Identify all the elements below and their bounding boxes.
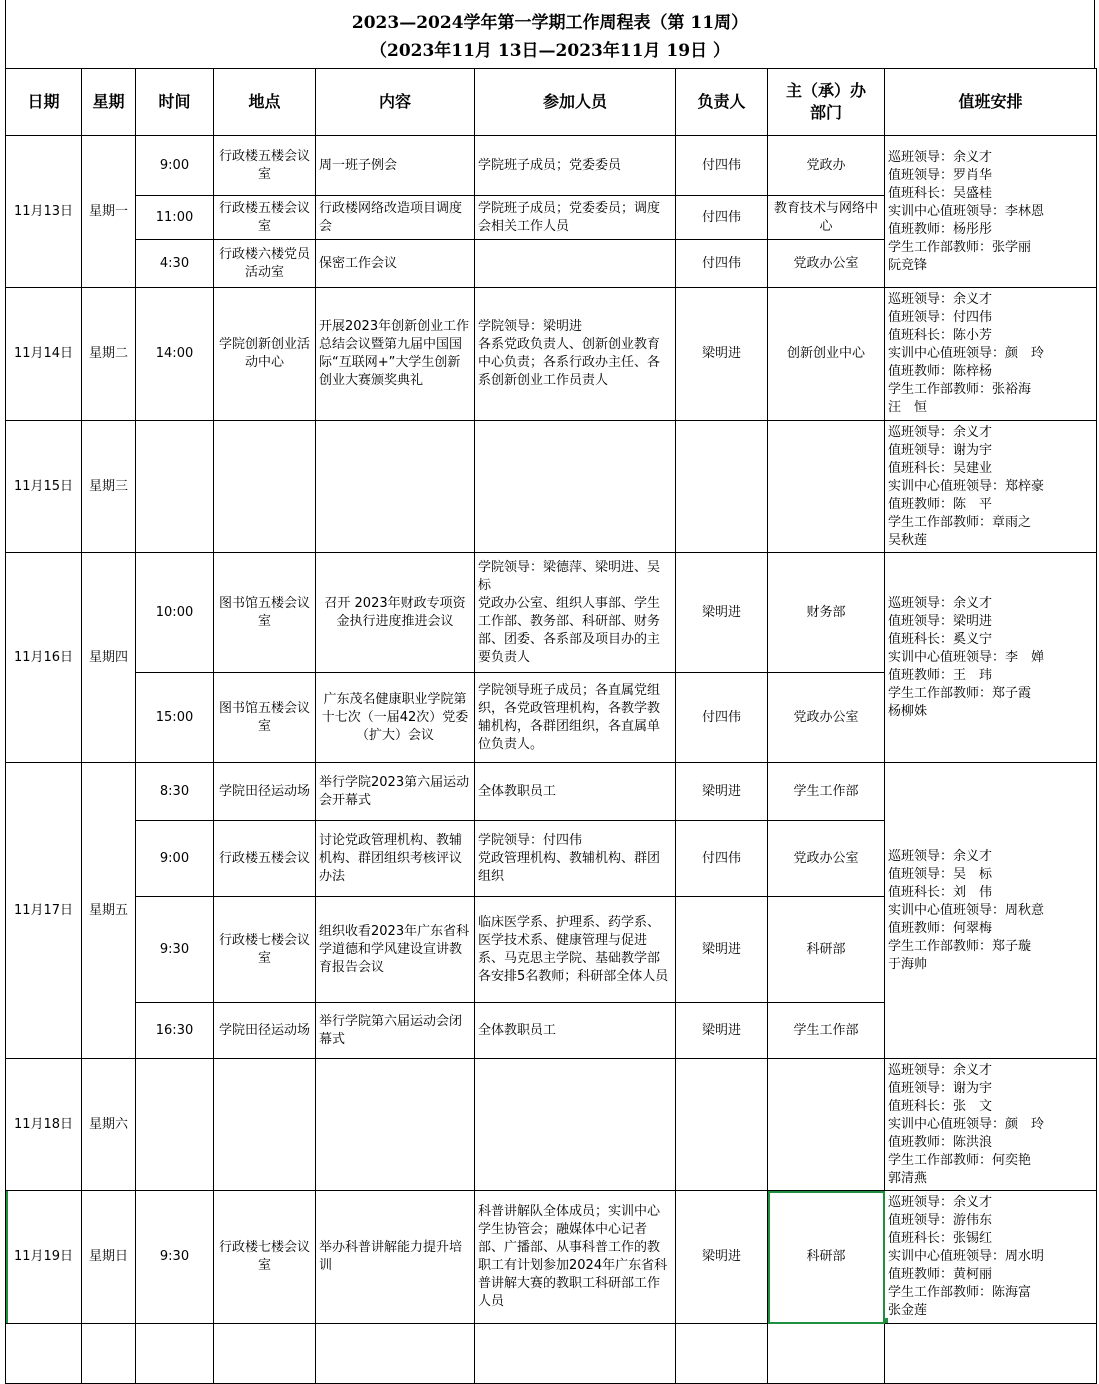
- content-cell[interactable]: 举行学院2023第六届运动会开幕式: [316, 763, 475, 821]
- table-row: [6, 763, 1097, 821]
- leader-cell[interactable]: 梁明进: [676, 288, 768, 421]
- header-dept[interactable]: [768, 69, 885, 136]
- dept-cell[interactable]: 创新创业中心: [768, 288, 885, 421]
- participants-cell[interactable]: 学院班子成员；党委委员；调度会相关工作人员: [475, 196, 676, 240]
- date-cell[interactable]: 11月13日: [6, 136, 82, 288]
- content-cell[interactable]: 组织收看2023年广东省科学道德和学风建设宣讲教育报告会议: [316, 897, 475, 1003]
- duty-cell[interactable]: 巡班领导：余义才 值班领导：谢为宇 值班科长：吴建业 实训中心值班领导：郑梓豪 值班教师：陈 平 学生工作部教师：章雨之 吴秋莲: [885, 421, 1097, 553]
- empty-cell[interactable]: [316, 1324, 475, 1384]
- empty-cell[interactable]: [6, 1324, 82, 1384]
- empty-cell[interactable]: [214, 1324, 316, 1384]
- date-cell[interactable]: 11月18日: [6, 1059, 82, 1191]
- time-cell[interactable]: [136, 421, 214, 553]
- leader-cell[interactable]: 付四伟: [676, 821, 768, 897]
- place-cell[interactable]: [214, 1059, 316, 1191]
- weekday-cell[interactable]: 星期四: [82, 553, 136, 763]
- dept-cell[interactable]: 党政办公室: [768, 240, 885, 288]
- time-cell[interactable]: 16:30: [136, 1003, 214, 1059]
- page-subtitle-date-range: （2023年11月 13日—2023年11月 19日 ）: [369, 41, 730, 61]
- table-row-empty: [6, 1324, 1097, 1384]
- time-cell[interactable]: 9:00: [136, 136, 214, 196]
- duty-cell[interactable]: 巡班领导：余义才 值班领导：梁明进 值班科长：奚义宁 实训中心值班领导：李 婵 值班教师：王 玮 学生工作部教师：郑子霞 杨柳姝: [885, 553, 1097, 763]
- dept-cell[interactable]: 教育技术与网络中心: [768, 196, 885, 240]
- date-cell[interactable]: 11月15日: [6, 421, 82, 553]
- duty-cell[interactable]: 巡班领导：余义才 值班领导：游伟东 值班科长：张锡红 实训中心值班领导：周水明 值班教师：黄柯丽 学生工作部教师：陈海富 张金莲: [885, 1191, 1097, 1324]
- date-cell[interactable]: 11月19日: [6, 1191, 82, 1324]
- table-row: [6, 1059, 1097, 1191]
- dept-cell[interactable]: [768, 421, 885, 553]
- place-cell[interactable]: 图书馆五楼会议室: [214, 553, 316, 673]
- time-cell[interactable]: 15:00: [136, 673, 214, 763]
- duty-cell[interactable]: 巡班领导：余义才 值班领导：付四伟 值班科长：陈小芳 实训中心值班领导：颜 玲 值班教师：陈梓杨 学生工作部教师：张裕海 汪 恒: [885, 288, 1097, 421]
- title-area: [5, 0, 1095, 68]
- participants-cell[interactable]: 学院领导：付四伟 党政管理机构、教辅机构、群团组织: [475, 821, 676, 897]
- header-duty[interactable]: 值班安排: [885, 69, 1097, 136]
- empty-cell[interactable]: [136, 1324, 214, 1384]
- duty-cell[interactable]: 巡班领导：余义才 值班领导：吴 标 值班科长：刘 伟 实训中心值班领导：周秋意 值班教师：何翠梅 学生工作部教师：郑子璇 于海帅: [885, 763, 1097, 1059]
- dept-cell[interactable]: [768, 1059, 885, 1191]
- leader-cell[interactable]: 梁明进: [676, 897, 768, 1003]
- weekday-cell[interactable]: 星期三: [82, 421, 136, 553]
- place-cell[interactable]: 行政楼五楼会议: [214, 821, 316, 897]
- table-row: [6, 288, 1097, 421]
- dept-cell[interactable]: 学生工作部: [768, 1003, 885, 1059]
- place-cell[interactable]: 图书馆五楼会议室: [214, 673, 316, 763]
- content-cell[interactable]: 召开 2023年财政专项资金执行进度推进会议: [316, 553, 475, 673]
- leader-cell[interactable]: 付四伟: [676, 136, 768, 196]
- content-cell[interactable]: 讨论党政管理机构、教辅机构、群团组织考核评议办法: [316, 821, 475, 897]
- participants-cell[interactable]: 科普讲解队全体成员；实训中心学生协管会；融媒体中心记者部、广播部、从事科普工作的教职工有计划参加2024年广东省科普讲解大赛的教职工科研部工作人员: [475, 1191, 676, 1324]
- time-cell[interactable]: 9:30: [136, 1191, 214, 1324]
- table-row: [6, 553, 1097, 673]
- leader-cell[interactable]: [676, 421, 768, 553]
- empty-cell[interactable]: [768, 1324, 885, 1384]
- dept-cell[interactable]: 科研部: [768, 897, 885, 1003]
- leader-cell[interactable]: 梁明进: [676, 1191, 768, 1324]
- place-cell[interactable]: 行政楼七楼会议室: [214, 1191, 316, 1324]
- table-row: [6, 1191, 1097, 1324]
- header-time[interactable]: 时间: [136, 69, 214, 136]
- empty-cell[interactable]: [885, 1324, 1097, 1384]
- date-cell[interactable]: 11月16日: [6, 553, 82, 763]
- participants-cell[interactable]: 全体教职员工: [475, 763, 676, 821]
- header-participants[interactable]: 参加人员: [475, 69, 676, 136]
- table-row: [6, 421, 1097, 553]
- weekday-cell[interactable]: 星期五: [82, 763, 136, 1059]
- time-cell[interactable]: 8:30: [136, 763, 214, 821]
- content-cell[interactable]: 举行学院第六届运动会闭幕式: [316, 1003, 475, 1059]
- content-cell[interactable]: 开展2023年创新创业工作总结会议暨第九届中国国际“互联网+”大学生创新创业大赛颁奖典礼: [316, 288, 475, 421]
- place-cell[interactable]: 行政楼七楼会议室: [214, 897, 316, 1003]
- empty-cell[interactable]: [475, 1324, 676, 1384]
- leader-cell[interactable]: 梁明进: [676, 763, 768, 821]
- place-cell[interactable]: [214, 421, 316, 553]
- time-cell[interactable]: 4:30: [136, 240, 214, 288]
- time-cell[interactable]: [136, 1059, 214, 1191]
- content-cell[interactable]: 行政楼网络改造项目调度会: [316, 196, 475, 240]
- participants-cell[interactable]: 学院班子成员；党委委员: [475, 136, 676, 196]
- header-row: [6, 69, 1097, 136]
- time-cell[interactable]: 9:00: [136, 821, 214, 897]
- duty-cell[interactable]: 巡班领导：余义才 值班领导：谢为宇 值班科长：张 文 实训中心值班领导：颜 玲 值班教师：陈洪浪 学生工作部教师：何奕艳 郭清燕: [885, 1059, 1097, 1191]
- content-cell[interactable]: 广东茂名健康职业学院第十七次（一届42次）党委（扩大）会议: [316, 673, 475, 763]
- header-content[interactable]: 内容: [316, 69, 475, 136]
- weekly-schedule-table: [5, 68, 1097, 1384]
- content-cell[interactable]: [316, 1059, 475, 1191]
- date-cell[interactable]: 11月17日: [6, 763, 82, 1059]
- participants-cell[interactable]: 学院领导班子成员；各直属党组织，各党政管理机构，各教学教辅机构，各群团组织，各直属单位负责人。: [475, 673, 676, 763]
- header-place[interactable]: 地点: [214, 69, 316, 136]
- leader-cell[interactable]: 付四伟: [676, 196, 768, 240]
- participants-cell[interactable]: [475, 240, 676, 288]
- dept-cell-selected[interactable]: 科研部: [768, 1191, 885, 1324]
- place-cell[interactable]: 行政楼五楼会议室: [214, 136, 316, 196]
- leader-cell[interactable]: 梁明进: [676, 553, 768, 673]
- leader-cell[interactable]: 梁明进: [676, 1003, 768, 1059]
- header-date[interactable]: 日期: [6, 69, 82, 136]
- place-cell[interactable]: 学院创新创业活动中心: [214, 288, 316, 421]
- participants-cell[interactable]: 学院领导：梁明进 各系党政负责人、创新创业教育中心负责；各系行政办主任、各系创新创业工作员责人: [475, 288, 676, 421]
- participants-cell[interactable]: [475, 1059, 676, 1191]
- weekday-cell[interactable]: 星期一: [82, 136, 136, 288]
- time-cell[interactable]: 14:00: [136, 288, 214, 421]
- header-dept-line2: 部门: [809, 103, 842, 122]
- participants-cell[interactable]: [475, 421, 676, 553]
- dept-cell[interactable]: 党政办公室: [768, 673, 885, 763]
- dept-cell[interactable]: 党政办: [768, 136, 885, 196]
- empty-cell[interactable]: [82, 1324, 136, 1384]
- time-cell[interactable]: 10:00: [136, 553, 214, 673]
- selection-fill-handle[interactable]: [883, 1318, 888, 1323]
- content-cell[interactable]: 保密工作会议: [316, 240, 475, 288]
- participants-cell[interactable]: 全体教职员工: [475, 1003, 676, 1059]
- place-cell[interactable]: 学院田径运动场: [214, 1003, 316, 1059]
- time-cell[interactable]: 11:00: [136, 196, 214, 240]
- header-dept-line1: 主（承）办: [785, 81, 866, 100]
- leader-cell[interactable]: 付四伟: [676, 673, 768, 763]
- participants-cell[interactable]: 学院领导：梁德萍、梁明进、吴标 党政办公室、组织人事部、学生工作部、教务部、科研部、财务部、团委、各系部及项目办的主要负责人: [475, 553, 676, 673]
- page-title: 2023—2024学年第一学期工作周程表（第 11周）: [351, 13, 749, 33]
- content-cell[interactable]: [316, 421, 475, 553]
- header-leader[interactable]: 负责人: [676, 69, 768, 136]
- duty-cell[interactable]: 巡班领导：余义才 值班领导：罗肖华 值班科长：吴盛桂 实训中心值班领导：李林恩 值班教师：杨彤彤 学生工作部教师：张学丽 阮竞锋: [885, 136, 1097, 288]
- empty-cell[interactable]: [676, 1324, 768, 1384]
- leader-cell[interactable]: [676, 1059, 768, 1191]
- participants-cell[interactable]: 临床医学系、护理系、药学系、医学技术系、健康管理与促进系、马克思主学院、基础教学部各安排5名教师；科研部全体人员: [475, 897, 676, 1003]
- place-cell[interactable]: 行政楼五楼会议室: [214, 196, 316, 240]
- weekday-cell[interactable]: 星期六: [82, 1059, 136, 1191]
- weekday-cell[interactable]: 星期日: [82, 1191, 136, 1324]
- dept-cell[interactable]: 学生工作部: [768, 763, 885, 821]
- leader-cell[interactable]: 付四伟: [676, 240, 768, 288]
- place-cell[interactable]: 学院田径运动场: [214, 763, 316, 821]
- date-cell[interactable]: 11月14日: [6, 288, 82, 421]
- weekday-cell[interactable]: 星期二: [82, 288, 136, 421]
- table-row: [6, 136, 1097, 196]
- time-cell[interactable]: 9:30: [136, 897, 214, 1003]
- content-cell[interactable]: 举办科普讲解能力提升培训: [316, 1191, 475, 1324]
- header-weekday[interactable]: 星期: [82, 69, 136, 136]
- dept-cell[interactable]: 党政办公室: [768, 821, 885, 897]
- content-cell[interactable]: 周一班子例会: [316, 136, 475, 196]
- place-cell[interactable]: 行政楼六楼党员活动室: [214, 240, 316, 288]
- dept-cell[interactable]: 财务部: [768, 553, 885, 673]
